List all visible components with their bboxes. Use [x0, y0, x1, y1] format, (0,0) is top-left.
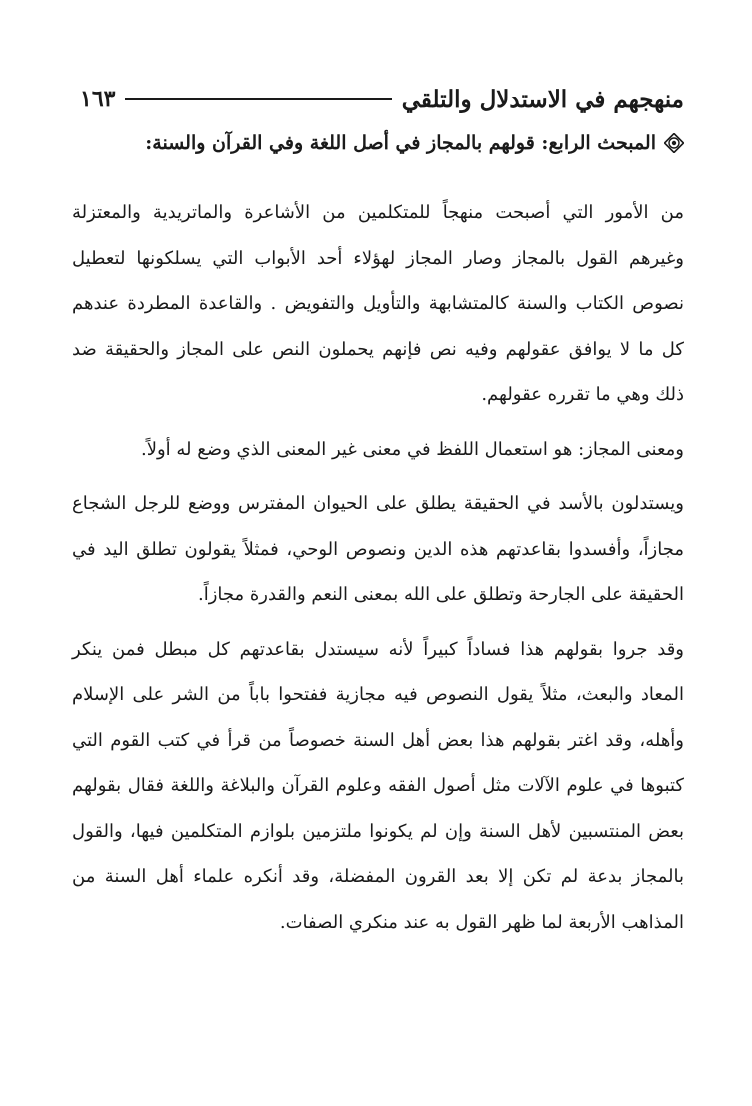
paragraph-1: من الأمور التي أصبحت منهجاً للمتكلمين من الأشاعرة والماتريدية والمعتزلة وغيرهم القول بالمجاز وصار المجاز لهؤلاء أحد الأبواب التي يسلكونها لتعطيل نصوص الكتاب والسنة كالمتشابهة والتأويل والتفويض . والقاعدة المطردة عندهم كل ما لا يوافق عقولهم وفيه نص فإنهم يحملون النص على المجاز والحقيقة ضد ذلك وهي ما تقرره عقولهم. [72, 202, 684, 405]
section-heading [80, 132, 684, 154]
running-header-title: منهجهم في الاستدلال والتلقي [401, 85, 684, 113]
body-text [72, 190, 684, 945]
paragraph-4: وقد جروا بقولهم هذا فساداً كبيراً لأنه سيستدل بقاعدتهم كل مبطل فمن ينكر المعاد والبعث، مثلاً يقول النصوص فيه مجازية ففتحوا باباً من الشر على الإسلام وأهله، وقد اغتر بقولهم هذا بعض أهل السنة خصوصاً من قرأ في كتب القوم التي كتبوها في علوم الآلات مثل أصول الفقه وعلوم القرآن والبلاغة واللغة فقال بقولهم بعض المنتسبين لأهل السنة وإن لم يكونوا ملتزمين بلوازم المتكلمين فيها، والقول بالمجاز بدعة لم تكن إلا بعد القرون المفضلة، وقد أنكره علماء أهل السنة من المذاهب الأربعة لما ظهر القول به عند منكري الصفات. [72, 638, 684, 933]
header-divider-rule [125, 98, 391, 100]
flower-ornament-icon [664, 133, 684, 153]
page-number: ١٦٣ [80, 86, 116, 112]
section-heading-text: المبحث الرابع: قولهم بالمجاز في أصل اللغة وفي القرآن والسنة: [145, 132, 656, 154]
paragraph-2: ومعنى المجاز: هو استعمال اللفظ في معنى غير المعنى الذي وضع له أولاً. [140, 438, 684, 460]
running-header [80, 78, 684, 120]
paragraph-3: ويستدلون بالأسد في الحقيقة يطلق على الحيوان المفترس ووضع للرجل الشجاع مجازاً، وأفسدوا بقاعدتهم هذه الدين ونصوص الوحي، فمثلاً يقولون تطلق اليد في الحقيقة على الجارحة وتطلق على الله بمعنى النعم والقدرة مجازاً. [72, 493, 684, 605]
